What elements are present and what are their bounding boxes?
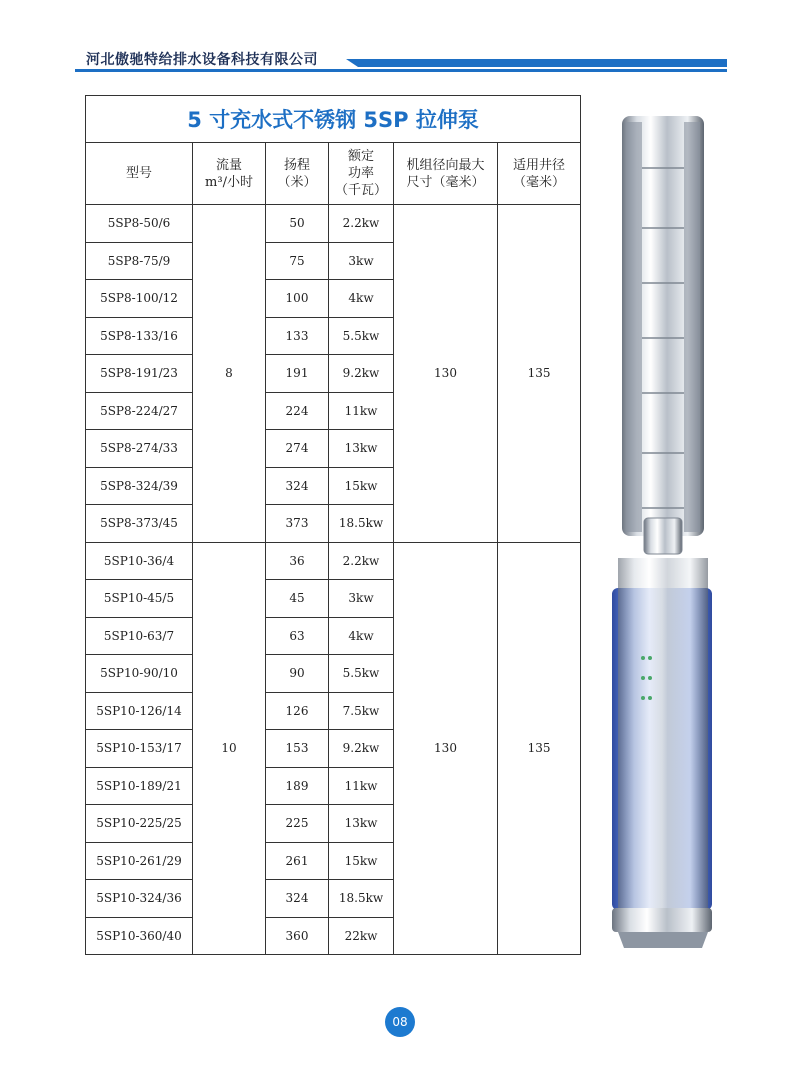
col-header-well: 适用井径 （毫米） [498, 143, 581, 205]
head-cell: 50 [266, 205, 329, 243]
col-header-model: 型号 [86, 143, 193, 205]
power-cell: 22kw [329, 917, 394, 955]
col-header-power: 额定 功率 （千瓦） [329, 143, 394, 205]
power-cell: 18.5kw [329, 880, 394, 918]
model-cell: 5SP8-191/23 [86, 355, 193, 393]
well-cell: 135 [498, 205, 581, 543]
table-row [86, 205, 581, 243]
head-cell: 261 [266, 842, 329, 880]
flow-cell: 8 [193, 205, 266, 543]
power-cell: 13kw [329, 430, 394, 468]
model-cell: 5SP10-45/5 [86, 580, 193, 618]
head-cell: 63 [266, 617, 329, 655]
power-cell: 7.5kw [329, 692, 394, 730]
table-title: 5 寸充水式不锈钢 5SP 拉伸泵 [86, 96, 581, 143]
power-cell: 11kw [329, 767, 394, 805]
max-size-cell: 130 [394, 205, 498, 543]
spec-table [85, 95, 581, 955]
power-cell: 9.2kw [329, 730, 394, 768]
model-cell: 5SP8-274/33 [86, 430, 193, 468]
col-header-head: 扬程 （米） [266, 143, 329, 205]
model-cell: 5SP10-360/40 [86, 917, 193, 955]
head-cell: 274 [266, 430, 329, 468]
head-cell: 126 [266, 692, 329, 730]
header-bar-accent [346, 59, 727, 67]
power-cell: 13kw [329, 805, 394, 843]
head-cell: 360 [266, 917, 329, 955]
head-cell: 36 [266, 542, 329, 580]
power-cell: 11kw [329, 392, 394, 430]
head-cell: 191 [266, 355, 329, 393]
power-cell: 9.2kw [329, 355, 394, 393]
head-cell: 324 [266, 880, 329, 918]
power-cell: 4kw [329, 617, 394, 655]
model-cell: 5SP10-261/29 [86, 842, 193, 880]
model-cell: 5SP8-373/45 [86, 505, 193, 543]
power-cell: 3kw [329, 580, 394, 618]
model-cell: 5SP10-36/4 [86, 542, 193, 580]
well-cell: 135 [498, 542, 581, 955]
model-cell: 5SP10-90/10 [86, 655, 193, 693]
model-cell: 5SP8-75/9 [86, 242, 193, 280]
power-cell: 3kw [329, 242, 394, 280]
col-header-max-size: 机组径向最大 尺寸（毫米） [394, 143, 498, 205]
head-cell: 45 [266, 580, 329, 618]
head-cell: 75 [266, 242, 329, 280]
head-cell: 224 [266, 392, 329, 430]
power-cell: 5.5kw [329, 317, 394, 355]
table-row [86, 542, 581, 580]
head-cell: 153 [266, 730, 329, 768]
model-cell: 5SP10-189/21 [86, 767, 193, 805]
head-cell: 373 [266, 505, 329, 543]
flow-cell: 10 [193, 542, 266, 955]
model-cell: 5SP8-324/39 [86, 467, 193, 505]
head-cell: 90 [266, 655, 329, 693]
power-cell: 2.2kw [329, 542, 394, 580]
model-cell: 5SP10-63/7 [86, 617, 193, 655]
submersible-pump-image [598, 98, 728, 960]
power-cell: 2.2kw [329, 205, 394, 243]
power-cell: 5.5kw [329, 655, 394, 693]
head-cell: 189 [266, 767, 329, 805]
model-cell: 5SP10-153/17 [86, 730, 193, 768]
model-cell: 5SP8-100/12 [86, 280, 193, 318]
power-cell: 15kw [329, 467, 394, 505]
model-cell: 5SP8-224/27 [86, 392, 193, 430]
col-header-flow: 流量 m³/小时 [193, 143, 266, 205]
model-cell: 5SP8-133/16 [86, 317, 193, 355]
power-cell: 4kw [329, 280, 394, 318]
head-cell: 133 [266, 317, 329, 355]
model-cell: 5SP10-324/36 [86, 880, 193, 918]
model-cell: 5SP10-126/14 [86, 692, 193, 730]
head-cell: 225 [266, 805, 329, 843]
model-cell: 5SP10-225/25 [86, 805, 193, 843]
head-cell: 324 [266, 467, 329, 505]
head-cell: 100 [266, 280, 329, 318]
max-size-cell: 130 [394, 542, 498, 955]
model-cell: 5SP8-50/6 [86, 205, 193, 243]
power-cell: 18.5kw [329, 505, 394, 543]
header-rule [75, 69, 727, 72]
company-name: 河北傲驰特给排水设备科技有限公司 [86, 52, 318, 68]
page-number: 08 [385, 1007, 415, 1037]
power-cell: 15kw [329, 842, 394, 880]
